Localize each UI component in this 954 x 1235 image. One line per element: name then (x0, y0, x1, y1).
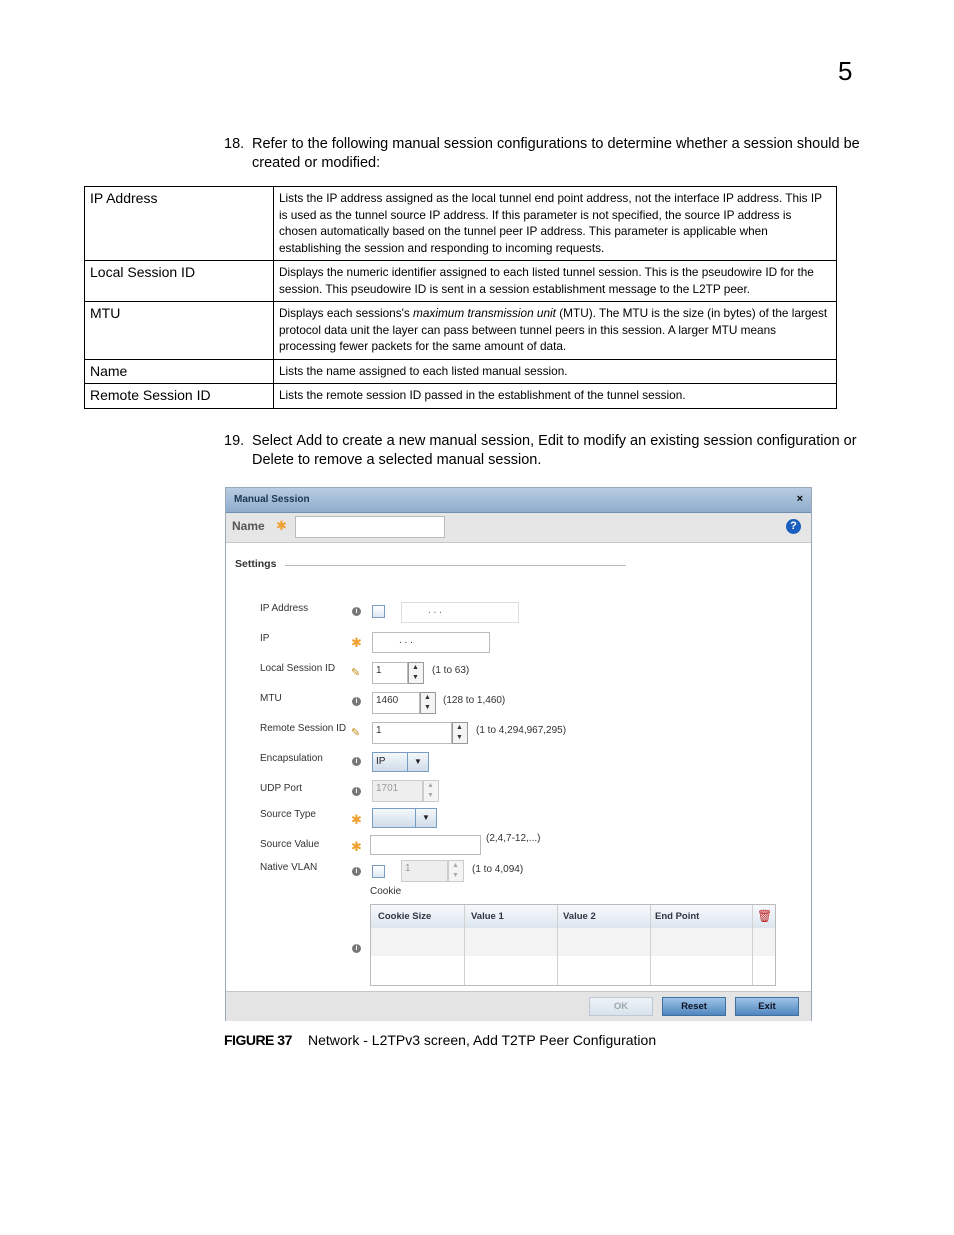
dialog-title-bar (226, 488, 811, 513)
settings-label: Settings (235, 558, 277, 570)
required-star-icon: ✱ (351, 839, 362, 854)
keyword-edit: Edit (538, 433, 564, 449)
column-header[interactable]: End Point (655, 911, 700, 922)
local-session-id-stepper[interactable] (408, 662, 424, 684)
ip-address-input[interactable] (401, 602, 519, 623)
required-star-icon: ✱ (351, 635, 362, 650)
native-vlan-stepper[interactable] (448, 860, 464, 882)
encapsulation-label: Encapsulation (260, 753, 323, 764)
mtu-stepper[interactable] (420, 692, 436, 714)
cookie-grid (370, 904, 776, 986)
required-star-icon: ✱ (351, 812, 362, 827)
table-row[interactable] (371, 928, 775, 956)
keyword-add: Add (296, 433, 323, 449)
column-header[interactable]: Cookie Size (378, 911, 432, 922)
table-row (85, 359, 837, 384)
name-bar (226, 513, 811, 543)
ip-placeholder: . . . (399, 635, 413, 646)
cookie-label: Cookie (370, 886, 402, 897)
ip-address-checkbox[interactable] (372, 605, 385, 618)
native-vlan-label: Native VLAN (260, 862, 318, 873)
chevron-up-icon[interactable]: ▲ (427, 782, 434, 789)
param-term: MTU (85, 302, 274, 360)
table-row (85, 302, 837, 360)
source-value-hint: (2,4,7-12,...) (486, 833, 541, 844)
param-description (274, 302, 837, 360)
column-divider (650, 905, 651, 985)
source-value-input[interactable] (370, 835, 481, 855)
step-text-part: to create a new manual session, (322, 433, 539, 449)
remote-session-id-label: Remote Session ID (260, 723, 347, 734)
info-icon: i (352, 697, 361, 706)
edit-pencil-icon: ✎ (351, 667, 361, 679)
range-hint: (128 to 1,460) (443, 695, 506, 706)
step-text-part: Select (252, 433, 297, 449)
cookie-grid-header (371, 905, 775, 929)
chapter-number: 5 (838, 56, 853, 86)
native-vlan-checkbox[interactable] (372, 865, 385, 878)
chevron-down-icon[interactable]: ▼ (407, 753, 428, 771)
ok-button[interactable]: OK (589, 997, 653, 1016)
source-type-select[interactable] (372, 808, 437, 828)
param-term: Remote Session ID (85, 384, 274, 409)
edit-pencil-icon: ✎ (351, 727, 361, 739)
required-star-icon: ✱ (276, 518, 287, 533)
udp-port-input[interactable]: 1701 (372, 780, 423, 802)
name-label: Name (232, 519, 265, 533)
step-19 (224, 432, 874, 472)
ip-placeholder: . . . (428, 605, 442, 616)
dialog-title: Manual Session (234, 494, 310, 505)
ip-input[interactable] (372, 632, 490, 653)
udp-port-stepper[interactable] (423, 780, 439, 802)
range-hint: (1 to 63) (432, 665, 470, 676)
param-term: Name (85, 359, 274, 384)
figure-title: Network - L2TPv3 screen, Add T2TP Peer Configuration (308, 1032, 657, 1048)
local-session-id-label: Local Session ID (260, 663, 336, 674)
dialog-footer (226, 991, 811, 1021)
ip-address-label: IP Address (260, 603, 309, 614)
step-text-part: to remove a selected manual session. (293, 452, 542, 468)
param-term: IP Address (85, 187, 274, 261)
param-description: Lists the name assigned to each listed manual session. (274, 359, 837, 384)
reset-button[interactable]: Reset (662, 997, 726, 1016)
chevron-down-icon[interactable]: ▼ (415, 809, 436, 827)
desc-text: (MTU). The MTU is the size (in bytes) of the largest protocol data unit the layer can pass between tunnel peers in this session. A larger MTU means processing fewer packets for the same amount of data. (279, 306, 828, 353)
trash-icon[interactable]: 🗑 (757, 909, 773, 923)
column-header[interactable]: Value 2 (563, 911, 596, 922)
desc-text: Displays each sessions's (279, 306, 414, 320)
info-icon: i (352, 867, 361, 876)
info-icon: i (352, 787, 361, 796)
keyword-delete: Delete (252, 452, 294, 468)
mtu-label: MTU (260, 693, 282, 704)
divider (285, 565, 626, 566)
figure-caption (224, 1032, 657, 1048)
param-description: Lists the remote session ID passed in the establishment of the tunnel session. (274, 384, 837, 409)
step-text: Refer to the following manual session configurations to determine whether a session should be created or modified: (252, 136, 860, 171)
chevron-down-icon[interactable]: ▼ (412, 674, 419, 681)
ip-label: IP (260, 633, 270, 644)
info-icon: i (352, 607, 361, 616)
figure-label: FIGURE 37 (224, 1032, 292, 1048)
chevron-up-icon[interactable]: ▲ (456, 724, 463, 731)
chevron-down-icon[interactable]: ▼ (424, 704, 431, 711)
chevron-down-icon[interactable]: ▼ (456, 734, 463, 741)
table-row (85, 261, 837, 302)
chevron-down-icon[interactable]: ▼ (452, 872, 459, 879)
step-18 (224, 135, 874, 175)
column-divider (752, 905, 753, 985)
name-input[interactable] (295, 516, 445, 538)
column-divider (464, 905, 465, 985)
chevron-up-icon[interactable]: ▲ (452, 862, 459, 869)
column-divider (557, 905, 558, 985)
source-type-label: Source Type (260, 809, 316, 820)
chevron-up-icon[interactable]: ▲ (412, 664, 419, 671)
close-icon[interactable]: × (796, 493, 803, 505)
table-row (85, 384, 837, 409)
desc-emphasis: maximum transmission unit (413, 306, 556, 320)
range-hint: (1 to 4,294,967,295) (476, 725, 567, 736)
step-text-part: to modify an existing session configuration or (563, 433, 857, 449)
param-term: Local Session ID (85, 261, 274, 302)
step-text (252, 432, 872, 470)
info-icon: i (352, 757, 361, 766)
chevron-up-icon[interactable]: ▲ (424, 694, 431, 701)
chevron-down-icon[interactable]: ▼ (427, 792, 434, 799)
help-icon[interactable]: ? (786, 519, 801, 534)
local-session-id-input[interactable]: 1 (372, 662, 408, 684)
native-vlan-input[interactable]: 1 (401, 860, 448, 882)
selected-value: IP (376, 756, 386, 767)
range-hint: (1 to 4,094) (472, 864, 524, 875)
mtu-input[interactable]: 1460 (372, 692, 420, 714)
exit-button[interactable]: Exit (735, 997, 799, 1016)
column-header[interactable]: Value 1 (471, 911, 504, 922)
remote-session-id-stepper[interactable] (452, 722, 468, 744)
manual-session-dialog (225, 487, 812, 1021)
parameter-table (84, 186, 837, 409)
remote-session-id-input[interactable]: 1 (372, 722, 452, 744)
table-row (85, 187, 837, 261)
udp-port-label: UDP Port (260, 783, 303, 794)
param-description: Lists the IP address assigned as the local tunnel end point address, not the interface IP address. This IP is used as the tunnel source IP address. If this parameter is not specified, the source IP address is chosen automatically based on the tunnel peer IP address. This parameter is applicable when establishing the session and responding to incoming requests. (274, 187, 837, 261)
info-icon: i (352, 944, 361, 953)
param-description: Displays the numeric identifier assigned to each listed tunnel session. This is the pseudowire ID for the session. This pseudowire ID is sent in a session establishment message to the L2TP peer. (274, 261, 837, 302)
step-number: 19. (224, 433, 245, 449)
encapsulation-select[interactable] (372, 752, 429, 772)
step-number: 18. (224, 136, 245, 152)
source-value-label: Source Value (260, 839, 320, 850)
